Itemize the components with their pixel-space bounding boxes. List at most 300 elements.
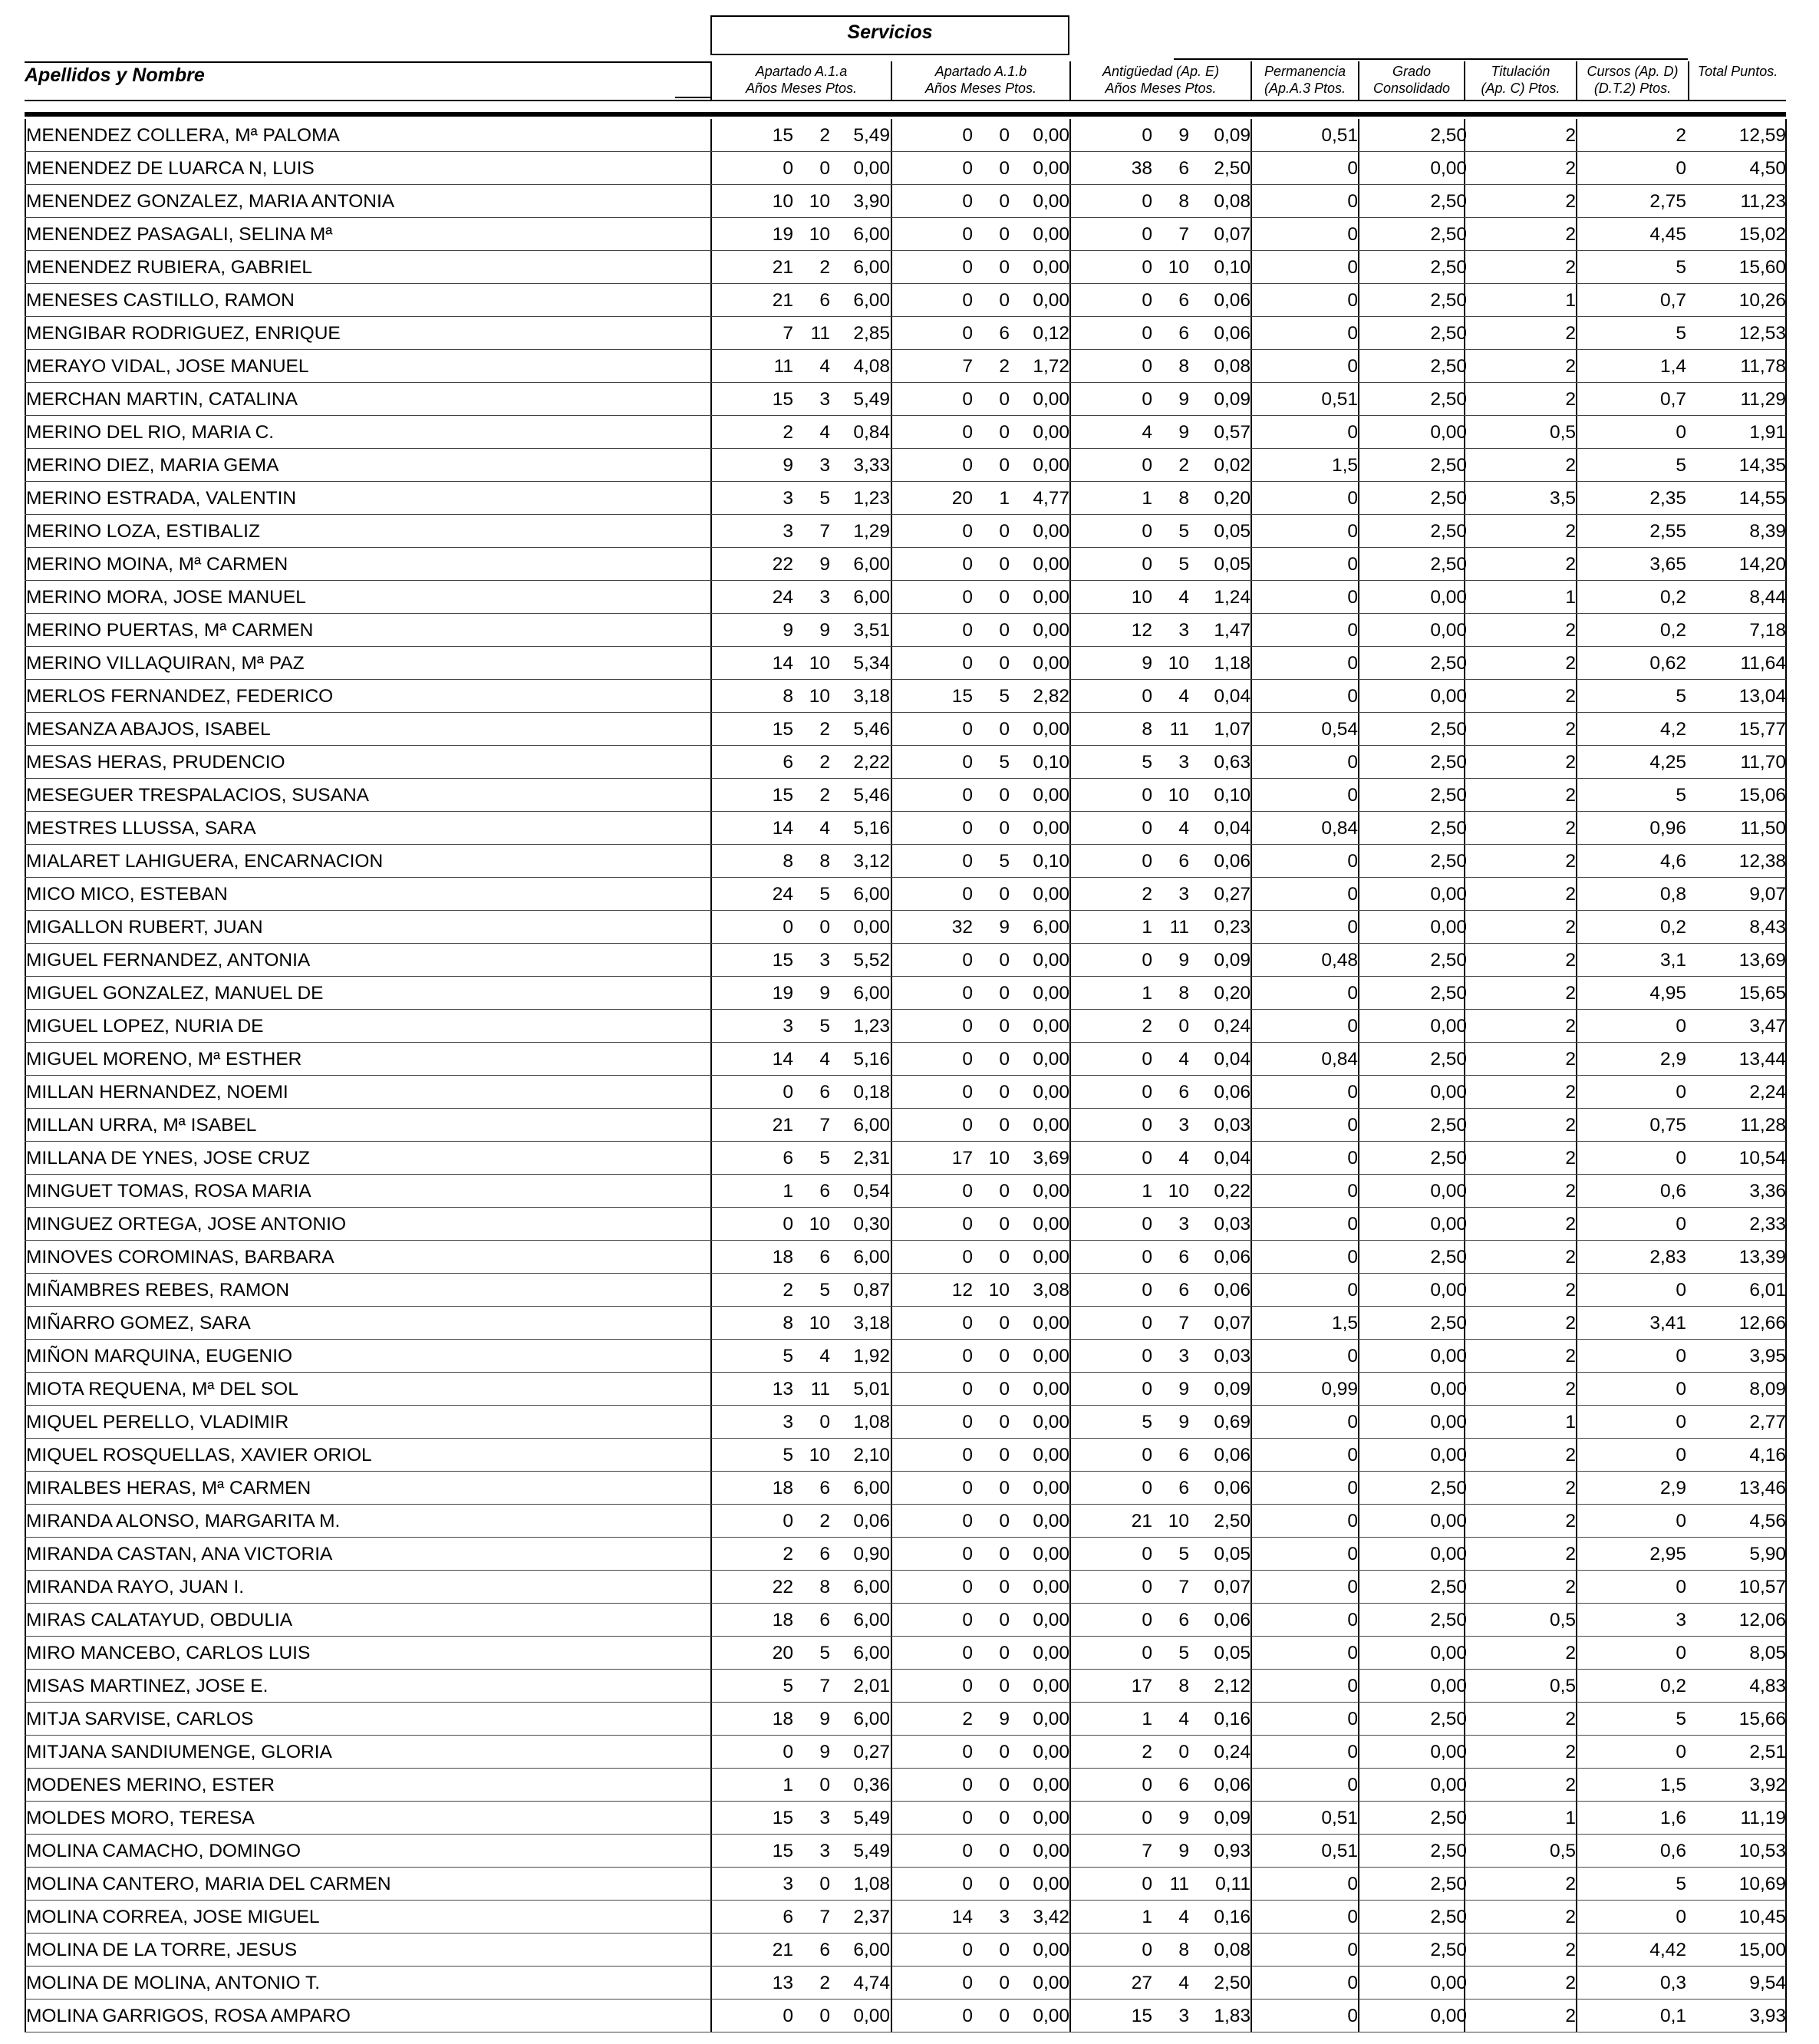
a1b-years: 12 [951,1280,973,1301]
cursos-points: 5 [1676,785,1686,806]
titulacion-points: 2 [1565,2006,1576,2026]
table-row [25,1802,1786,1835]
antiguedad-months: 7 [1178,1313,1189,1334]
a1b-points: 0,00 [1033,1049,1069,1070]
total-points: 13,46 [1738,1478,1786,1498]
grado-consolidado: 0,00 [1430,1379,1467,1399]
a1b-points: 0,00 [1033,1874,1069,1894]
cursos-points: 2,35 [1649,488,1686,509]
applicant-name: MERINO DIEZ, MARIA GEMA [26,455,279,476]
a1b-years: 0 [962,290,973,311]
applicant-name: MIRANDA RAYO, JUAN I. [26,1577,245,1597]
antiguedad-months: 7 [1178,224,1189,245]
permanencia-points: 0 [1347,1445,1358,1465]
antiguedad-points: 1,83 [1214,2006,1251,2026]
a1b-points: 0,00 [1033,158,1069,179]
antiguedad-years: 17 [1131,1676,1152,1696]
a1b-years: 0 [962,1049,973,1070]
total-points: 4,83 [1749,1676,1786,1696]
grado-consolidado: 2,50 [1430,224,1467,245]
a1b-months: 0 [999,1643,1010,1663]
titulacion-points: 0,5 [1549,422,1576,443]
grado-consolidado: 2,50 [1430,356,1467,377]
titulacion-points: 2 [1565,917,1576,938]
titulacion-points: 2 [1565,1445,1576,1465]
a1a-years: 20 [772,1643,793,1663]
total-points: 9,54 [1749,1973,1786,1993]
cursos-points: 5 [1676,1709,1686,1729]
table-row [25,317,1786,350]
table-row [25,284,1786,317]
total-points: 3,36 [1749,1181,1786,1202]
permanencia-points: 0 [1347,356,1358,377]
table-row [25,1604,1786,1637]
cursos-points: 3,1 [1659,950,1686,971]
grado-consolidado: 0,00 [1430,620,1467,641]
antiguedad-points: 0,06 [1214,323,1251,344]
total-points: 4,56 [1749,1511,1786,1531]
antiguedad-months: 9 [1178,389,1189,410]
permanencia-points: 0 [1347,1412,1358,1432]
antiguedad-points: 0,04 [1214,1148,1251,1169]
table-row [25,515,1786,548]
a1b-points: 0,00 [1033,1940,1069,1960]
a1a-points: 0,54 [853,1181,890,1202]
titulacion-points: 2 [1565,1214,1576,1235]
a1a-points: 3,90 [853,191,890,212]
antiguedad-points: 0,20 [1214,983,1251,1004]
total-points: 10,54 [1738,1148,1786,1169]
antiguedad-points: 0,07 [1214,224,1251,245]
antiguedad-years: 0 [1142,554,1152,575]
antiguedad-years: 0 [1142,1478,1152,1498]
permanencia-points: 0 [1347,1082,1358,1103]
antiguedad-points: 0,27 [1214,884,1251,905]
a1a-months: 7 [819,1676,830,1696]
cursos-points: 5 [1676,455,1686,476]
a1b-points: 0,00 [1033,1610,1069,1630]
antiguedad-years: 0 [1142,389,1152,410]
a1a-years: 11 [773,356,793,377]
antiguedad-points: 2,50 [1214,158,1251,179]
table-row [25,746,1786,779]
total-points: 14,55 [1738,488,1786,509]
antiguedad-years: 1 [1142,1709,1152,1729]
a1a-points: 0,30 [853,1214,890,1235]
permanencia-points: 0 [1347,587,1358,608]
antiguedad-years: 0 [1142,224,1152,245]
grado-consolidado: 2,50 [1430,389,1467,410]
applicant-name: MERCHAN MARTIN, CATALINA [26,389,298,410]
a1a-years: 13 [772,1973,793,1993]
header-rule-right [1174,58,1688,60]
table-row [25,1571,1786,1604]
a1a-years: 9 [783,620,793,641]
a1a-points: 1,08 [853,1412,890,1432]
cursos-points: 0 [1676,1016,1686,1037]
antiguedad-points: 0,57 [1214,422,1251,443]
a1a-years: 21 [772,257,793,278]
cursos-points: 1,5 [1659,1775,1686,1795]
a1a-years: 21 [772,290,793,311]
a1b-years: 0 [962,884,973,905]
antiguedad-years: 0 [1142,521,1152,542]
antiguedad-points: 0,06 [1214,1445,1251,1465]
applicant-name: MIALARET LAHIGUERA, ENCARNACION [26,851,384,872]
total-points: 3,93 [1749,2006,1786,2026]
table-row [25,944,1786,977]
antiguedad-points: 0,05 [1214,1544,1251,1564]
table-row [25,581,1786,614]
antiguedad-years: 7 [1142,1841,1152,1861]
permanencia-points: 0 [1347,1115,1358,1136]
col-header-line: Titulación [1491,64,1550,79]
antiguedad-points: 0,03 [1214,1214,1251,1235]
a1a-months: 6 [819,1082,830,1103]
a1a-years: 18 [772,1247,793,1268]
titulacion-points: 2 [1565,620,1576,641]
total-points: 9,07 [1749,884,1786,905]
col-header-titulacion [1465,63,1576,97]
a1b-points: 0,10 [1033,752,1069,773]
total-points: 10,57 [1738,1577,1786,1597]
a1a-points: 6,00 [853,554,890,575]
a1b-points: 0,00 [1033,2006,1069,2026]
a1a-points: 4,74 [853,1973,890,1993]
a1b-points: 0,00 [1033,191,1069,212]
a1a-months: 10 [809,224,830,245]
a1a-months: 2 [819,719,830,740]
table-row [25,1208,1786,1241]
antiguedad-years: 38 [1131,158,1152,179]
a1a-months: 2 [819,125,830,146]
antiguedad-points: 0,08 [1214,1940,1251,1960]
permanencia-points: 0 [1347,191,1358,212]
a1a-years: 22 [772,1577,793,1597]
a1a-months: 4 [819,818,830,839]
a1b-months: 0 [999,191,1010,212]
a1b-years: 0 [962,323,973,344]
cursos-points: 4,25 [1649,752,1686,773]
titulacion-points: 2 [1565,1049,1576,1070]
a1b-months: 0 [999,1115,1010,1136]
applicant-name: MIÑARRO GOMEZ, SARA [26,1313,251,1334]
a1a-points: 3,51 [853,620,890,641]
grado-consolidado: 2,50 [1430,455,1467,476]
antiguedad-years: 0 [1142,356,1152,377]
antiguedad-years: 8 [1142,719,1152,740]
col-header-line: Años Meses Ptos. [1105,81,1217,96]
total-points: 11,29 [1740,389,1786,410]
titulacion-points: 2 [1565,455,1576,476]
antiguedad-months: 10 [1168,1511,1189,1531]
applicant-name: MIRO MANCEBO, CARLOS LUIS [26,1643,311,1663]
a1b-points: 0,00 [1033,125,1069,146]
permanencia-points: 0 [1347,488,1358,509]
a1a-points: 2,31 [853,1148,890,1169]
a1b-points: 0,00 [1033,1742,1069,1762]
a1b-years: 0 [962,1610,973,1630]
a1a-points: 6,00 [853,983,890,1004]
a1a-points: 6,00 [853,1115,890,1136]
antiguedad-points: 0,69 [1214,1412,1251,1432]
permanencia-points: 0 [1347,521,1358,542]
a1b-months: 0 [999,455,1010,476]
table-row [25,1538,1786,1571]
a1b-months: 0 [999,818,1010,839]
grado-consolidado: 2,50 [1430,125,1467,146]
applicant-name: MIGUEL GONZALEZ, MANUEL DE [26,983,324,1004]
a1a-points: 0,00 [853,2006,890,2026]
total-points: 4,50 [1749,158,1786,179]
a1a-points: 6,00 [853,1643,890,1663]
antiguedad-years: 0 [1142,191,1152,212]
antiguedad-years: 2 [1142,1742,1152,1762]
grado-consolidado: 2,50 [1430,323,1467,344]
antiguedad-months: 7 [1178,1577,1189,1597]
a1a-months: 10 [809,1313,830,1334]
grado-consolidado: 0,00 [1430,884,1467,905]
name-column-header: Apellidos y Nombre [25,64,205,86]
a1a-months: 5 [819,488,830,509]
table-row [25,482,1786,515]
applicant-name: MODENES MERINO, ESTER [26,1775,275,1795]
a1a-months: 4 [819,356,830,377]
applicant-name: MIÑAMBRES REBES, RAMON [26,1280,290,1301]
grado-consolidado: 2,50 [1430,1115,1467,1136]
cursos-points: 3 [1676,1610,1686,1630]
a1b-years: 0 [962,1115,973,1136]
a1a-months: 6 [819,1940,830,1960]
a1a-months: 3 [819,455,830,476]
a1b-points: 0,00 [1033,587,1069,608]
a1a-years: 15 [772,1808,793,1828]
a1a-years: 18 [772,1478,793,1498]
a1b-points: 0,00 [1033,1346,1069,1367]
table-row [25,878,1786,911]
a1a-points: 5,16 [853,818,890,839]
a1a-years: 19 [772,983,793,1004]
a1b-points: 0,00 [1033,1775,1069,1795]
a1b-years: 7 [962,356,973,377]
a1a-months: 6 [819,1181,830,1202]
antiguedad-points: 0,06 [1214,1775,1251,1795]
antiguedad-months: 9 [1178,1841,1189,1861]
a1b-years: 0 [962,1379,973,1399]
a1b-months: 0 [999,224,1010,245]
permanencia-points: 0,54 [1321,719,1358,740]
a1a-points: 5,34 [853,653,890,674]
table-row [25,548,1786,581]
cursos-points: 0 [1676,1082,1686,1103]
antiguedad-points: 0,06 [1214,1247,1251,1268]
permanencia-points: 0 [1347,1643,1358,1663]
a1a-months: 7 [819,1907,830,1927]
cursos-points: 0 [1676,422,1686,443]
antiguedad-points: 0,06 [1214,1082,1251,1103]
a1a-years: 6 [783,752,793,773]
a1b-points: 2,82 [1033,686,1069,707]
permanencia-points: 0 [1347,752,1358,773]
a1a-years: 0 [783,1214,793,1235]
antiguedad-points: 0,24 [1214,1742,1251,1762]
antiguedad-months: 5 [1178,1643,1189,1663]
total-points: 14,20 [1738,554,1786,575]
cursos-points: 4,45 [1649,224,1686,245]
applicant-name: MOLINA DE MOLINA, ANTONIO T. [26,1973,321,1993]
antiguedad-years: 0 [1142,1049,1152,1070]
grado-consolidado: 2,50 [1430,488,1467,509]
a1b-months: 5 [999,851,1010,872]
antiguedad-points: 0,93 [1214,1841,1251,1861]
antiguedad-months: 9 [1178,1808,1189,1828]
a1b-years: 0 [962,224,973,245]
a1b-points: 0,10 [1033,851,1069,872]
a1b-months: 0 [999,257,1010,278]
antiguedad-months: 4 [1178,1148,1189,1169]
a1b-years: 17 [951,1148,973,1169]
antiguedad-points: 1,18 [1214,653,1251,674]
applicant-name: MIRANDA CASTAN, ANA VICTORIA [26,1544,333,1564]
table-row [25,1076,1786,1109]
total-points: 3,92 [1749,1775,1786,1795]
antiguedad-years: 0 [1142,1346,1152,1367]
col-header-line: Consolidado [1372,81,1451,96]
cursos-points: 1,6 [1659,1808,1686,1828]
permanencia-points: 0 [1347,1874,1358,1894]
a1b-years: 0 [962,1874,973,1894]
a1a-years: 15 [772,785,793,806]
antiguedad-years: 0 [1142,1577,1152,1597]
a1b-years: 32 [951,917,973,938]
a1a-months: 9 [819,554,830,575]
grado-consolidado: 0,00 [1430,422,1467,443]
titulacion-points: 2 [1565,1181,1576,1202]
table-row [25,416,1786,449]
a1a-years: 21 [772,1115,793,1136]
antiguedad-months: 3 [1178,1214,1189,1235]
titulacion-points: 2 [1565,1082,1576,1103]
total-points: 8,43 [1749,917,1786,938]
grado-consolidado: 2,50 [1430,1907,1467,1927]
cursos-points: 0 [1676,1379,1686,1399]
a1a-years: 3 [783,521,793,542]
a1b-months: 2 [999,356,1010,377]
antiguedad-months: 10 [1168,1181,1189,1202]
grado-consolidado: 0,00 [1430,2006,1467,2026]
col-header-line: (Ap.A.3 Ptos. [1264,81,1346,96]
grado-consolidado: 0,00 [1430,1280,1467,1301]
a1a-months: 9 [819,1742,830,1762]
titulacion-points: 2 [1565,719,1576,740]
a1a-years: 15 [772,389,793,410]
table-row [25,218,1786,251]
antiguedad-months: 6 [1178,1082,1189,1103]
antiguedad-points: 0,24 [1214,1016,1251,1037]
antiguedad-years: 0 [1142,455,1152,476]
total-points: 12,53 [1738,323,1786,344]
cursos-points: 0,7 [1659,290,1686,311]
grado-consolidado: 2,50 [1430,1313,1467,1334]
col-header-line: Años Meses Ptos. [924,81,1037,96]
a1b-years: 0 [962,158,973,179]
grado-consolidado: 2,50 [1430,1874,1467,1894]
a1b-points: 0,00 [1033,719,1069,740]
a1b-years: 0 [962,719,973,740]
a1b-months: 0 [999,1511,1010,1531]
antiguedad-points: 0,09 [1214,1379,1251,1399]
grado-consolidado: 2,50 [1430,191,1467,212]
antiguedad-points: 0,06 [1214,851,1251,872]
applicant-name: MERINO ESTRADA, VALENTIN [26,488,297,509]
antiguedad-months: 3 [1178,2006,1189,2026]
a1b-years: 0 [962,1016,973,1037]
grado-consolidado: 0,00 [1430,1412,1467,1432]
a1a-years: 24 [772,587,793,608]
applicant-name: MERINO MOINA, Mª CARMEN [26,554,288,575]
a1a-points: 1,92 [853,1346,890,1367]
a1b-months: 0 [999,587,1010,608]
total-points: 2,24 [1749,1082,1786,1103]
a1b-points: 0,00 [1033,1412,1069,1432]
total-points: 15,00 [1738,1940,1786,1960]
antiguedad-months: 3 [1178,1346,1189,1367]
a1b-points: 0,00 [1033,785,1069,806]
permanencia-points: 0,84 [1321,1049,1358,1070]
table-row [25,845,1786,878]
antiguedad-points: 0,20 [1214,488,1251,509]
cursos-points: 0 [1676,1346,1686,1367]
antiguedad-months: 8 [1178,983,1189,1004]
total-points: 11,70 [1740,752,1786,773]
a1b-years: 2 [962,1709,973,1729]
cursos-points: 2,9 [1659,1478,1686,1498]
titulacion-points: 2 [1565,1973,1576,1993]
permanencia-points: 0 [1347,1280,1358,1301]
a1b-months: 6 [999,323,1010,344]
total-points: 15,02 [1738,224,1786,245]
table-row [25,614,1786,647]
permanencia-points: 0 [1347,620,1358,641]
titulacion-points: 2 [1565,389,1576,410]
a1a-years: 0 [783,158,793,179]
titulacion-points: 2 [1565,1907,1576,1927]
score-table-body [25,119,1786,2032]
header-rule-bottom [25,100,1786,101]
applicant-name: MERINO LOZA, ESTIBALIZ [26,521,260,542]
antiguedad-years: 12 [1131,620,1152,641]
a1a-points: 2,10 [853,1445,890,1465]
a1b-years: 0 [962,1181,973,1202]
cursos-points: 0,2 [1659,1676,1686,1696]
a1a-years: 14 [772,653,793,674]
header-thick-rule [25,112,1786,117]
applicant-name: MICO MICO, ESTEBAN [26,884,228,905]
col-header-line: Apartado A.1.b [934,64,1027,79]
a1a-years: 1 [783,1775,793,1795]
table-row [25,1934,1786,1967]
table-row [25,1109,1786,1142]
a1a-years: 5 [783,1445,793,1465]
a1b-months: 0 [999,1412,1010,1432]
a1b-points: 0,00 [1033,1973,1069,1993]
titulacion-points: 2 [1565,158,1576,179]
applicant-name: MOLINA GARRIGOS, ROSA AMPARO [26,2006,351,2026]
table-row [25,713,1786,746]
applicant-name: MIQUEL PERELLO, VLADIMIR [26,1412,289,1432]
antiguedad-points: 0,05 [1214,1643,1251,1663]
grado-consolidado: 0,00 [1430,158,1467,179]
